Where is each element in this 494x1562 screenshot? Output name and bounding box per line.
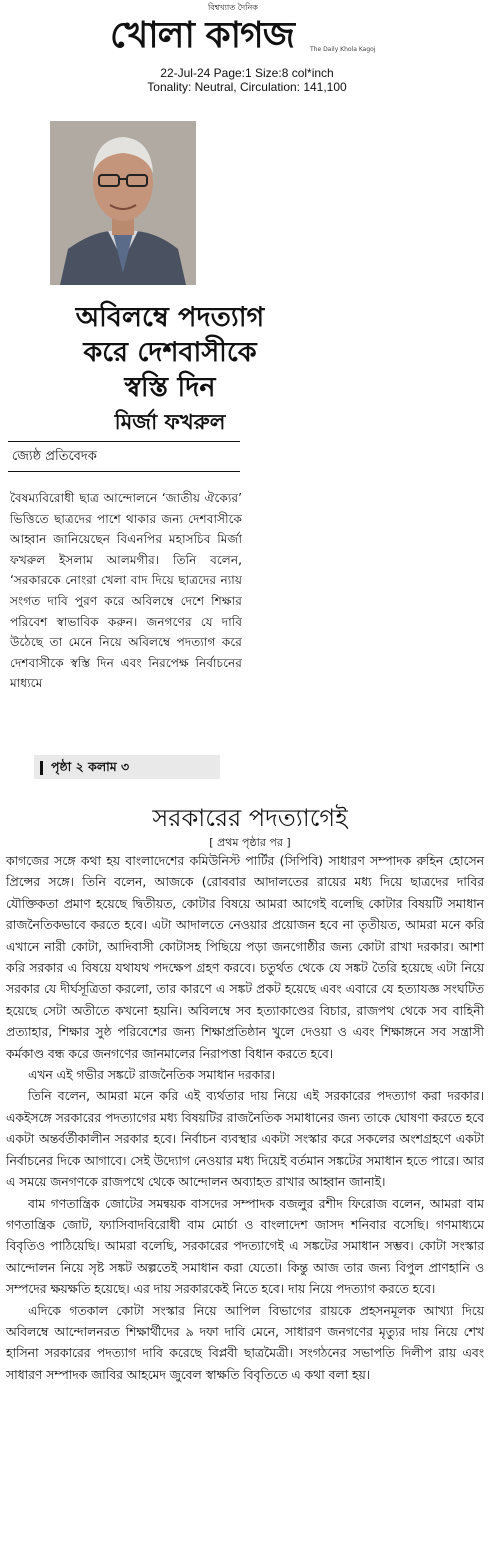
clipping-date-info: 22-Jul-24 Page:1 Size:8 col*inch	[160, 66, 334, 80]
headline-line: করে দেশবাসীকে	[83, 337, 257, 368]
continued-from-label: [ প্রথম পৃষ্ঠার পর ]	[209, 836, 291, 849]
continued-on-page-label	[34, 755, 220, 779]
body-paragraph: বাম গণতান্ত্রিক জোটের সমন্বয়ক বাসদের সম্পাদক বজলুর রশীদ ফিরোজ বলেন, আমরা বাম গণতান্ত্রিক জোট, ফ্যাসিবাদবিরোধী বাম মোর্চা ও বাংলাদেশ জাসদ শনিবার বসেছি। গণমাধ্যমে বিবৃতিও পাঠিয়েছি। আমরা বলেছি, সরকারের পদত্যাগেই এ সঙ্কটের সমাধান সম্ভব। কোটা সংস্কার আন্দোলন নিয়ে সৃষ্ট সঙ্কট অল্পতেই সমাধান করা যেতো। কিন্তু আজ তার জন্য বিপুল প্রাণহানি ও সম্পদের ক্ষয়ক্ষতি হয়েছে। এর দায় সরকারকেই নিতে হবে। দায় নিয়ে পদত্যাগ করতে হবে।	[6, 1196, 484, 1297]
jump-text: পৃষ্ঠা ২ কলাম ৩	[51, 759, 130, 774]
body-paragraph: এখন এই গভীর সঙ্কটে রাজনৈতিক সমাধান দরকার।	[28, 1068, 275, 1083]
article-lead-text: বৈষম্যবিরোধী ছাত্র আন্দোলনে ‘জাতীয় ঐক্যের’ ভিত্তিতে ছাত্রদের পাশে থাকার জন্য দেশবাসীকে আহ্বান জানিয়েছেন বিএনপির মহাসচিব মির্জা ফখরুল ইসলাম আলমগীর। তিনি বলেন, ‘সরকারকে নোংরা খেলা বাদ দিয়ে ছাত্রদের ন্যায় সংগত দাবি পুরণ করে অবিলম্বে দেশে শিক্ষার পরিবেশ স্বাভাবিক করুন। জনগণের যে দাবি উঠেছে তা মেনে নিয়ে অবিলম্বে পদত্যাগ করে দেশবাসীকে স্বস্তি দিন এবং নিরপেক্ষ নির্বাচনের মাধ্যমে	[10, 491, 242, 691]
headline-line: অবিলম্বে পদত্যাগ	[75, 302, 265, 333]
continuation-headline: সরকারের পদত্যাগেই	[152, 804, 348, 832]
divider	[8, 471, 240, 472]
body-paragraph: কাগজের সঙ্গে কথা হয় বাংলাদেশের কমিউনিস্ট পার্টির (সিপিবি) সাধারণ সম্পাদক রুহিন হোসেন প্রিন্সের সঙ্গে। তিনি বলেন, আজকে (রোববার আদালতের রায়ের মধ্য দিয়ে ছাত্রদের দাবির যৌক্তিকতা প্রমাণ হয়েছে দ্বিতীয়ত, কোটার বিষয়ে আমরা আগেই বলেছি কোটার বিষয়টি সমাধান রাজনৈতিকভাবে করতে হবে। এটা আদালতে নেওয়ার প্রয়োজন হবে না তৃতীয়ত, আমরা মনে করি এখানে নারী কোটা, আদিবাসী কোটাসহ পিছিয়ে পড়া জনগোষ্ঠীর জন্য কোটা রাখা দরকার। আশা করি সরকার এ বিষয়ে যথাযথ পদক্ষেপ গ্রহণ করবে। চতুর্থত থেকে যে সঙ্কট তৈরি হয়েছে এটা নিয়ে সরকার যে দীর্ঘসূত্রিতা করলো, তার কারণে এ সঙ্কট প্রকট হয়েছে এবং এবারে যে হত্যাযজ্ঞ সংঘটিত হয়েছে সেটা অতীতে কখনো হয়নি। অবিলম্বে সব হত্যাকাণ্ডের বিচার, রাজপথ থেকে সব বাহিনী প্রত্যাহার, শিক্ষার সুষ্ঠ পরিবেশের জন্য শিক্ষাপ্রতিষ্ঠান খুলে দেওয়া ও এবং শিক্ষাঙ্গনে সব সন্ত্রাসী কর্মকাণ্ড বন্ধ করে জনগণের জানমালের নিরাপত্তা বিধান করতে হবে।	[6, 854, 484, 1061]
article-byline: মির্জা ফখরুল	[114, 409, 226, 434]
jump-marker	[40, 761, 43, 775]
divider	[8, 441, 240, 442]
reporter-credit: জ্যেষ্ঠ প্রতিবেদক	[12, 449, 97, 464]
newspaper-logo: খোলা কাগজ	[110, 14, 294, 56]
masthead-tagline-top: বিশ্বখ্যাত দৈনিক	[208, 3, 258, 12]
body-paragraph: তিনি বলেন, আমরা মনে করি এই ব্যর্থতার দায় নিয়ে এই সরকারের পদত্যাগ করা দরকার। একইসঙ্গে সরকারের পদত্যাগের মধ্য বিষয়টির রাজনৈতিক সমাধানের জন্য তাকে ঘোষণা করতে হবে একটা অন্তর্বর্তীকালীন সরকার হবে। নির্বাচন ব্যবস্থার একটা সংস্কার করে সকলের অংশগ্রহণে একটা নির্বাচনের দিকে আগাবে। সেই উদ্যোগ নেওয়ার মধ্য দিয়েই বর্তমান সঙ্কটের সমাধান হতে পারে। আর এ সময়ে জনগণকে রাজপথে থেকে আন্দোলন অব্যাহত রাখার আহ্বান জানাই।	[6, 1089, 485, 1190]
portrait-illustration	[50, 121, 196, 285]
newspaper-masthead	[110, 2, 390, 62]
masthead-tagline-bottom: The Daily Khola Kagoj	[310, 46, 376, 53]
article-headline	[10, 300, 330, 405]
author-portrait-photo	[50, 121, 196, 285]
body-paragraph: এদিকে গতকাল কোটা সংস্কার নিয়ে আপিল বিভাগের রায়কে প্রহসনমূলক আখ্যা দিয়ে অবিলম্বে আন্দোলনরত শিক্ষার্থীদের ৯ দফা দাবি মেনে, সাধারণ জনগণের মৃত্যুর দায় নিয়ে শেখ হাসিনা সরকারের পদত্যাগ দাবি করেছে বিপ্লবী ছাত্রমৈত্রী। সংগঠনের সভাপতি দিলীপ রায় এবং সাধারণ সম্পাদক জাবির আহমেদ জুবেল স্বাক্ষতি বিবৃতিতে এ কথা বলা হয়।	[6, 1303, 484, 1382]
headline-line: স্বস্তি দিন	[124, 372, 216, 403]
clipping-tonality-info: Tonality: Neutral, Circulation: 141,100	[147, 80, 347, 94]
continuation-body	[6, 851, 484, 1386]
